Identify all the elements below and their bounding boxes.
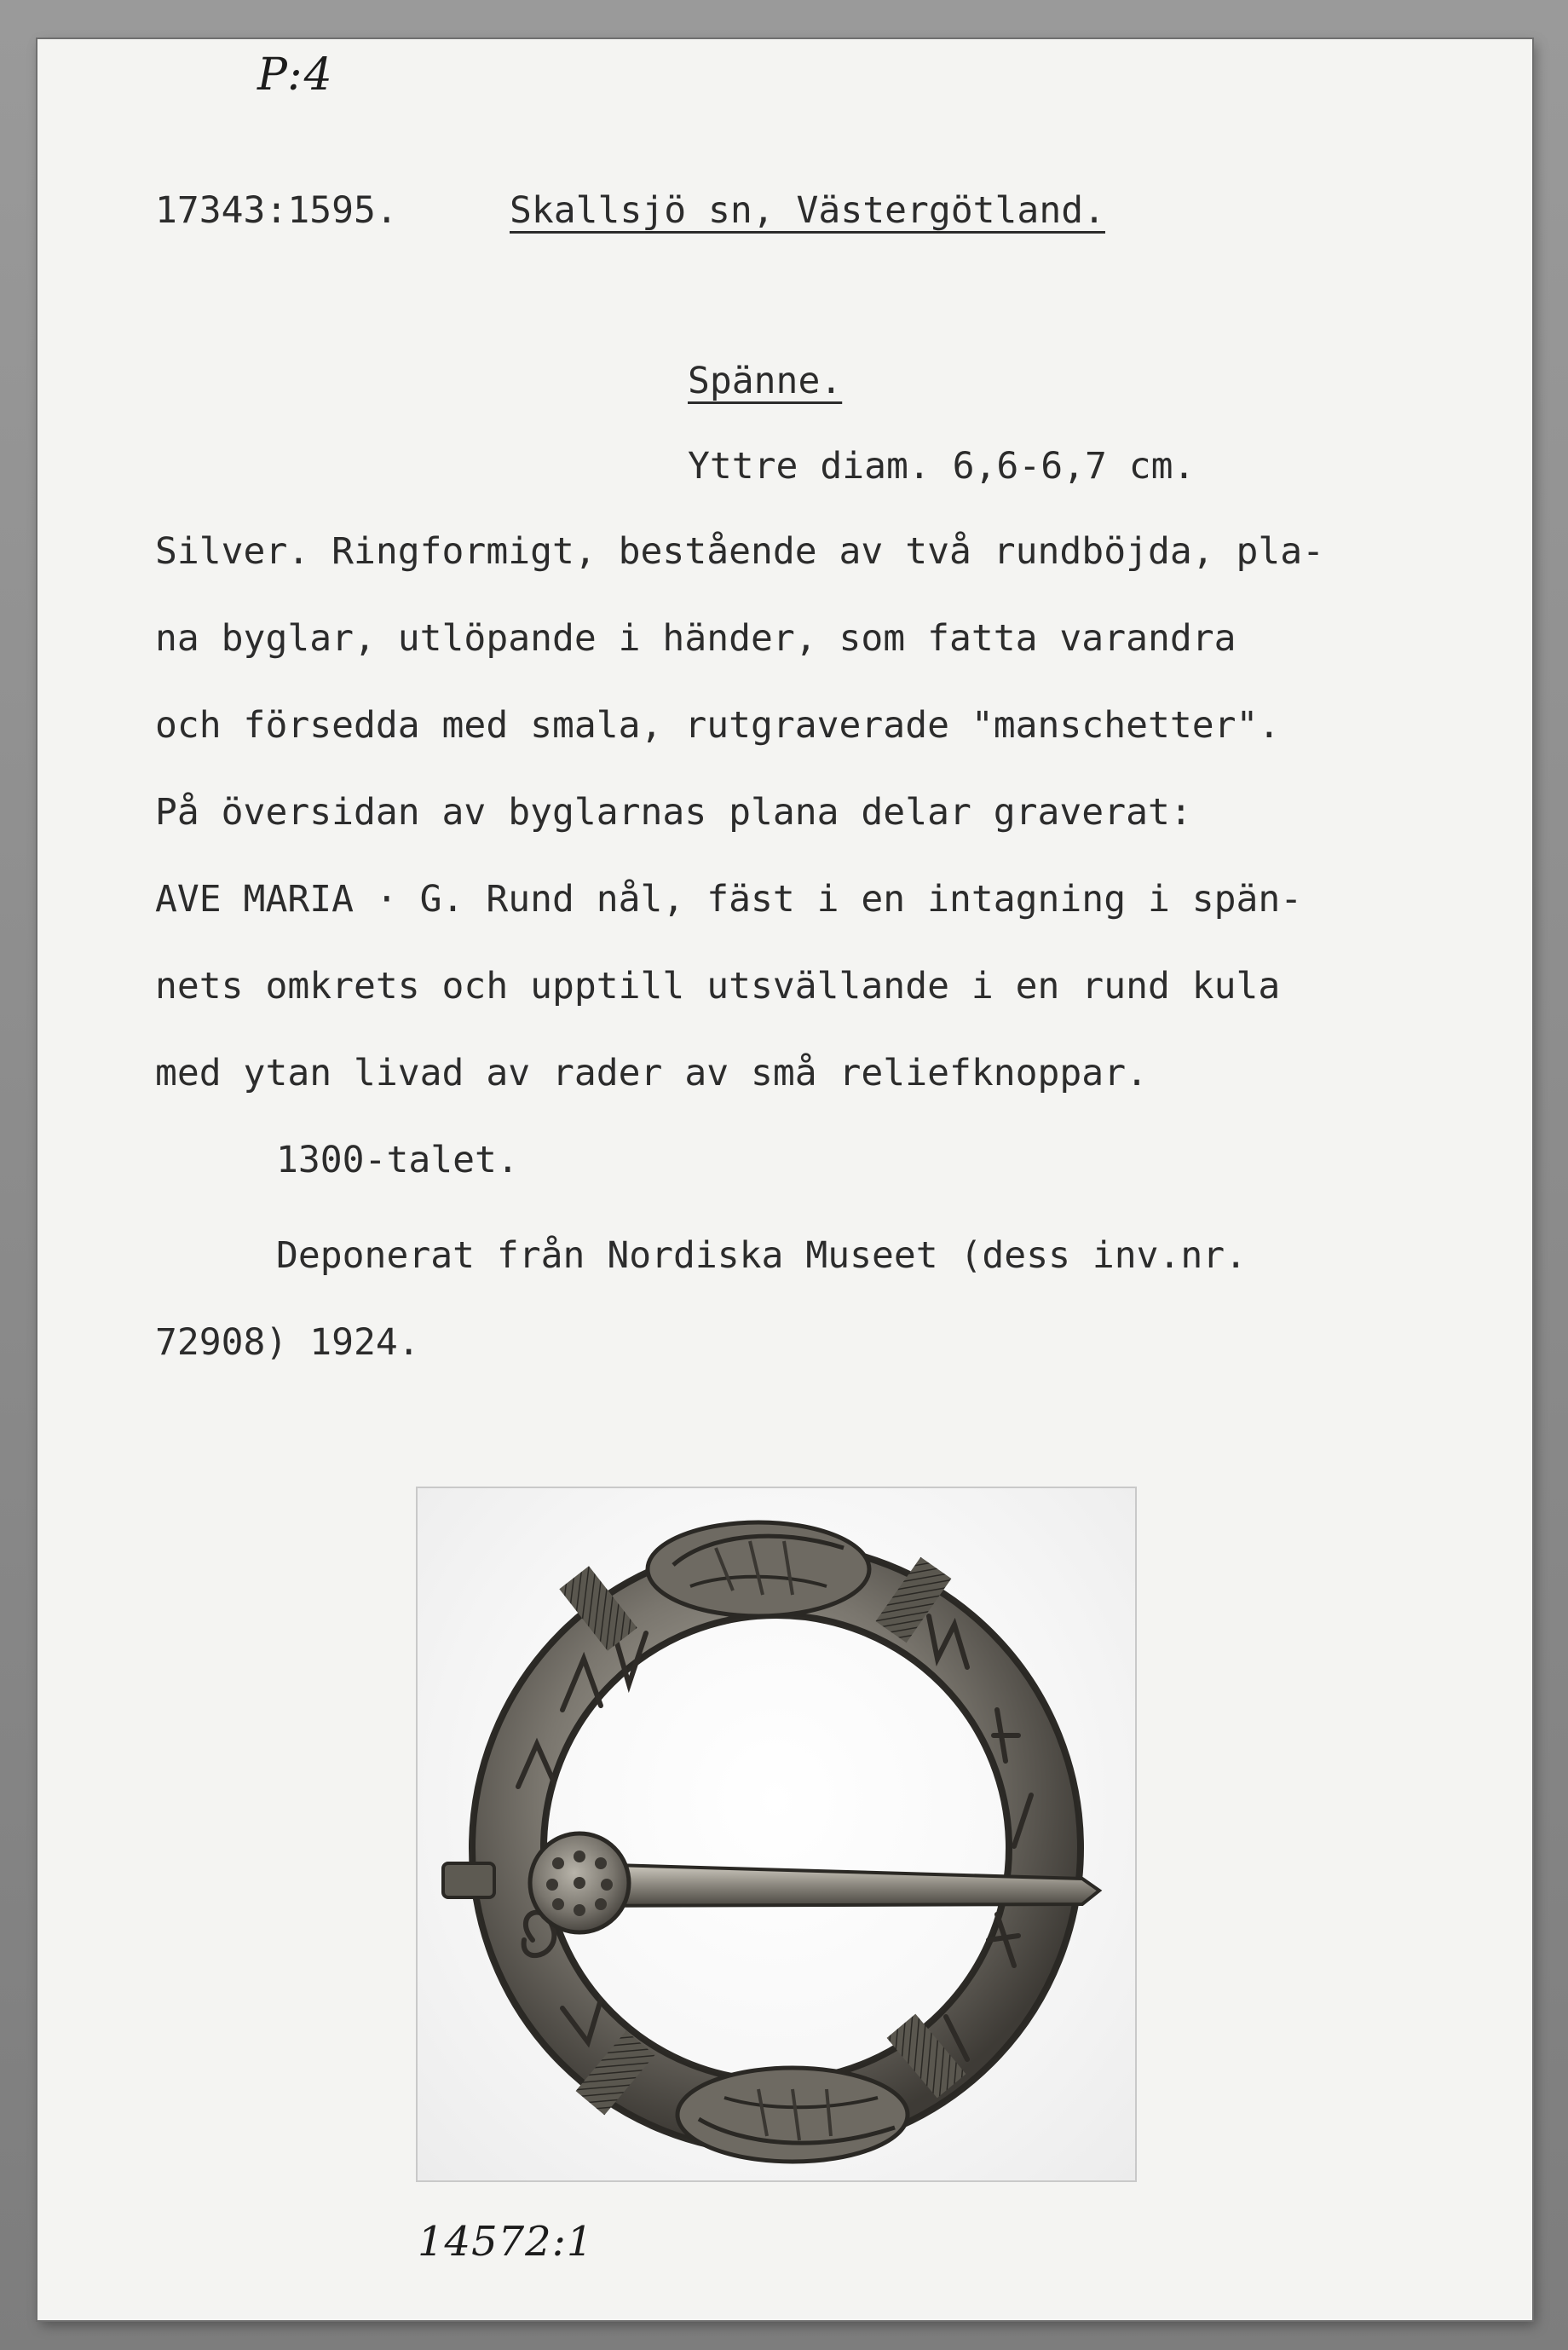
- brooch-photograph: [416, 1487, 1137, 2182]
- dating: 1300-talet.: [276, 1139, 519, 1181]
- handwritten-photo-number: 14572:1: [418, 2218, 594, 2266]
- description-line: med ytan livad av rader av små reliefknoppar.: [155, 1052, 1148, 1094]
- catalog-number: 17343:1595.: [155, 189, 398, 232]
- clasped-hands-bottom: [677, 2068, 908, 2162]
- object-title: Spänne.: [688, 360, 843, 402]
- brooch-illustration: [418, 1488, 1135, 2180]
- handwritten-shelf-mark: P:4: [257, 49, 334, 101]
- measurement: Yttre diam. 6,6-6,7 cm.: [688, 445, 1196, 488]
- find-location: Skallsjö sn, Västergötland.: [510, 189, 1105, 232]
- description-line: na byglar, utlöpande i händer, som fatta varandra: [155, 617, 1237, 660]
- description-line: nets omkrets och upptill utsvällande i en rund kula: [155, 965, 1281, 1008]
- clasped-hands-top: [648, 1522, 869, 1616]
- description-line: och försedda med smala, rutgraverade "manschetter".: [155, 704, 1281, 747]
- provenance-line: 72908) 1924.: [155, 1321, 420, 1364]
- description-line: På översidan av byglarnas plana delar graverat:: [155, 791, 1192, 834]
- description-line: Silver. Ringformigt, bestående av två rundböjda, pla-: [155, 530, 1325, 573]
- provenance-line: Deponerat från Nordiska Museet (dess inv.nr.: [276, 1234, 1248, 1277]
- description-line: AVE MARIA · G. Rund nål, fäst i en intagning i spän-: [155, 878, 1303, 921]
- catalog-card: [37, 39, 1532, 2320]
